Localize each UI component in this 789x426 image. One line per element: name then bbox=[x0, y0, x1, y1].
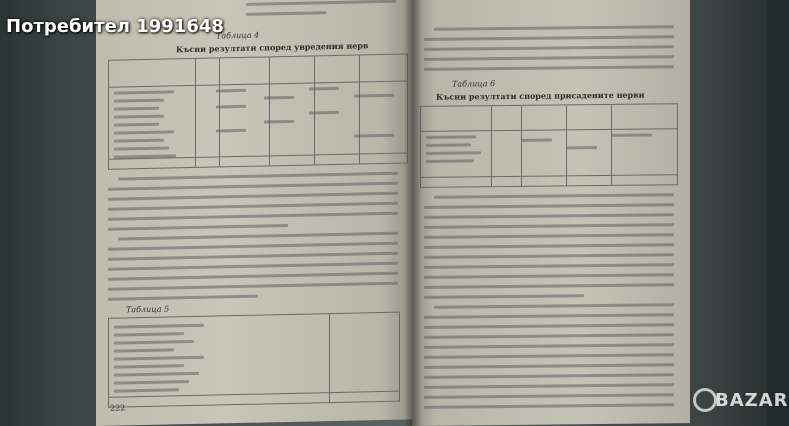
user-watermark: Потребител 1991648 bbox=[6, 16, 224, 37]
book-gutter bbox=[404, 0, 422, 426]
text-line bbox=[246, 0, 396, 6]
text-line bbox=[246, 11, 326, 16]
table-title: Късни резултати според присадените нерви bbox=[436, 89, 645, 102]
table-caption: Таблица 6 bbox=[452, 79, 496, 89]
page-number: 222 bbox=[110, 403, 126, 413]
table-caption-2: Таблица 5 bbox=[126, 304, 170, 315]
left-page bbox=[96, 0, 414, 426]
right-page bbox=[412, 0, 690, 426]
table-title: Късни резултати според увредения нерв bbox=[176, 40, 369, 55]
table-caption: Таблица 4 bbox=[216, 30, 260, 41]
results-table bbox=[108, 53, 408, 169]
logo-text: BAZAR bbox=[715, 390, 789, 411]
bazar-logo bbox=[693, 384, 789, 420]
logo-circle-icon bbox=[693, 388, 717, 412]
